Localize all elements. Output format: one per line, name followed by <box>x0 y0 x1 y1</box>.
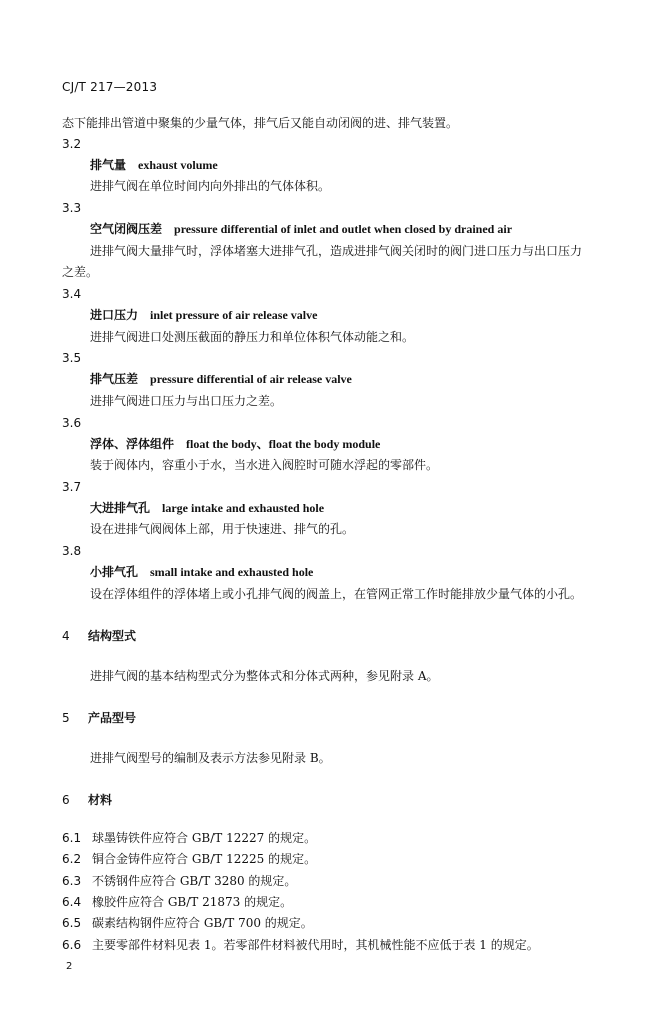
term-english: inlet pressure of air release valve <box>150 308 318 322</box>
clause <box>62 873 296 889</box>
section-title: 产品型号 <box>88 711 137 725</box>
term-english: pressure differential of air release valve <box>150 372 352 386</box>
definition-text: 进排气阀在单位时间内向外排出的气体体积。 <box>90 179 331 193</box>
section-number: 4 <box>62 629 70 643</box>
clause-text: 主要零部件材料见表 1。若零部件材料被代用时，其机械性能不应低于表 1 的规定。 <box>92 938 539 952</box>
clause-text: 橡胶件应符合 GB/T 21873 的规定。 <box>92 895 293 909</box>
clause-number: 6.2 <box>62 852 82 866</box>
definition-text-continued: 之差。 <box>62 265 99 279</box>
definition-text: 进排气阀进口压力与出口压力之差。 <box>90 394 283 408</box>
section-body: 进排气阀的基本结构型式分为整体式和分体式两种，参见附录 A。 <box>90 669 439 683</box>
section-number: 6 <box>62 793 70 807</box>
definition-term <box>90 371 352 387</box>
term-english: exhaust volume <box>138 158 218 172</box>
section-heading <box>62 792 112 808</box>
page-number: 2 <box>66 961 73 972</box>
clause-text: 球墨铸铁件应符合 GB/T 12227 的规定。 <box>92 831 317 845</box>
definition-number: 3.8 <box>62 544 82 558</box>
term-english: pressure differential of inlet and outlet when closed by drained air <box>174 222 513 236</box>
clause-number: 6.3 <box>62 874 82 888</box>
section-title: 结构型式 <box>88 629 137 643</box>
term-chinese: 大进排气孔 <box>90 501 151 515</box>
definition-number: 3.4 <box>62 287 82 301</box>
definition-term <box>90 500 324 516</box>
definition-text: 设在浮体组件的浮体堵上或小孔排气阀的阀盖上，在管网正常工作时能排放少量气体的小孔。 <box>90 587 583 601</box>
clause-number: 6.4 <box>62 895 82 909</box>
term-english: large intake and exhausted hole <box>162 501 325 515</box>
section-number: 5 <box>62 711 70 725</box>
definition-text: 设在进排气阀阀体上部，用于快速进、排气的孔。 <box>90 522 355 536</box>
clause <box>62 894 292 910</box>
clause-text: 不锈钢件应符合 GB/T 3280 的规定。 <box>92 874 297 888</box>
definition-term <box>90 157 218 173</box>
section-body: 进排气阀型号的编制及表示方法参见附录 B。 <box>90 751 331 765</box>
definition-number: 3.5 <box>62 351 82 365</box>
clause-text: 铜合金铸件应符合 GB/T 12225 的规定。 <box>92 852 317 866</box>
definition-term <box>90 221 512 237</box>
clause <box>62 851 316 867</box>
section-title: 材料 <box>88 793 113 807</box>
definition-text: 进排气阀进口处测压截面的静压力和单位体积气体动能之和。 <box>90 330 415 344</box>
term-english: float the body、float the body module <box>186 437 381 451</box>
clause-text: 碳素结构钢件应符合 GB/T 700 的规定。 <box>92 916 313 930</box>
term-chinese: 空气闭阀压差 <box>90 222 163 236</box>
term-chinese: 排气压差 <box>90 372 139 386</box>
definition-number: 3.2 <box>62 137 82 151</box>
clause <box>62 830 316 846</box>
clause-number: 6.5 <box>62 916 82 930</box>
definition-text: 装于阀体内，容重小于水，当水进入阀腔时可随水浮起的零部件。 <box>90 458 439 472</box>
term-chinese: 排气量 <box>90 158 127 172</box>
section-heading <box>62 628 136 644</box>
definition-term <box>90 436 380 452</box>
section-heading <box>62 710 136 726</box>
definition-number: 3.7 <box>62 480 82 494</box>
intro-continuation: 态下能排出管道中聚集的少量气体，排气后又能自动闭阀的进、排气装置。 <box>62 116 459 130</box>
definition-number: 3.6 <box>62 416 82 430</box>
term-english: small intake and exhausted hole <box>150 565 314 579</box>
definition-text: 进排气阀大量排气时，浮体堵塞大进排气孔，造成进排气阀关闭时的阀门进口压力与出口压力 <box>90 244 583 258</box>
definition-number: 3.3 <box>62 201 82 215</box>
clause-number: 6.1 <box>62 831 82 845</box>
clause <box>62 937 539 953</box>
term-chinese: 进口压力 <box>90 308 139 322</box>
term-chinese: 浮体、浮体组件 <box>90 437 175 451</box>
definition-term <box>90 307 317 323</box>
definition-term <box>90 564 313 580</box>
document-code-header: CJ/T 217—2013 <box>62 80 158 94</box>
clause-number: 6.6 <box>62 938 82 952</box>
clause <box>62 915 313 931</box>
term-chinese: 小排气孔 <box>90 565 139 579</box>
